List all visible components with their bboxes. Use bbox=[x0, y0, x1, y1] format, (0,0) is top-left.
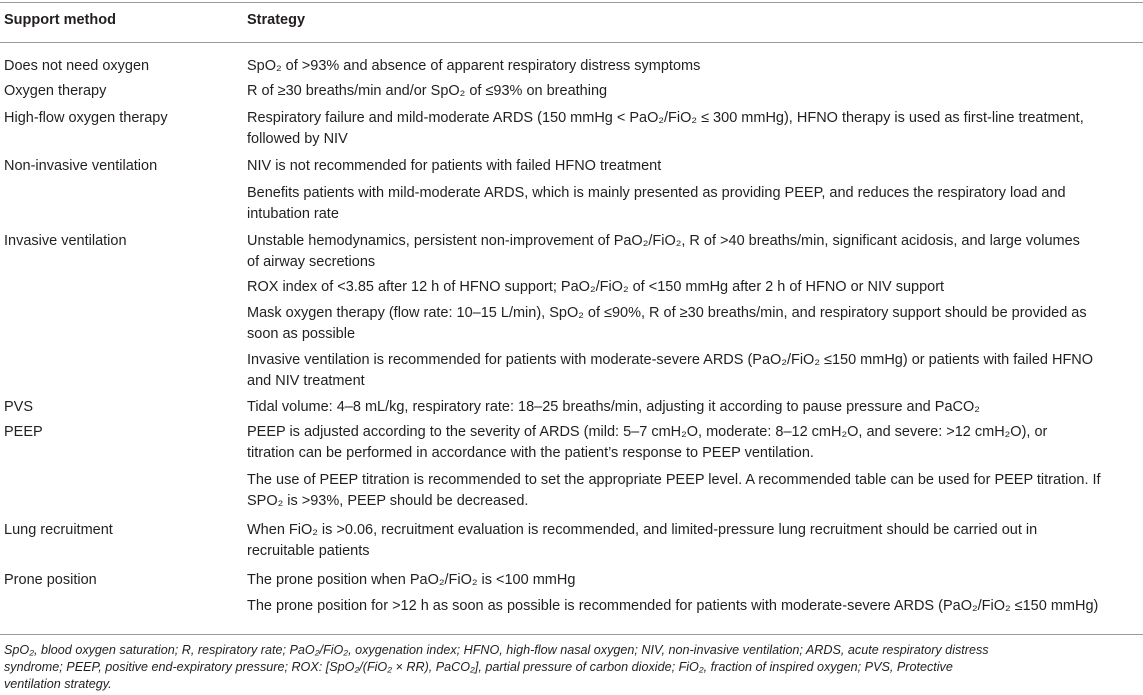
strategy-cell: Unstable hemodynamics, persistent non-improvement of PaO₂/FiO₂, R of >40 breaths/min, significant acidosis, and large volumes of airway secretions bbox=[247, 233, 1080, 270]
strategy-cell: The prone position for >12 h as soon as possible is recommended for patients with moderate-severe ARDS (PaO₂/FiO₂ ≤150 mmHg) bbox=[247, 598, 1099, 614]
method-cell: Prone position bbox=[4, 572, 97, 588]
strategy-cell: PEEP is adjusted according to the severity of ARDS (mild: 5–7 cmH₂O, moderate: 8–12 cmH₂O, and severe: >12 cmH₂O), or titration can be performed in accordance with the patient’s response to PEEP ventilation. bbox=[247, 424, 1048, 461]
method-cell: Oxygen therapy bbox=[4, 83, 107, 99]
header-rule bbox=[0, 42, 1143, 43]
strategy-cell: Respiratory failure and mild-moderate ARDS (150 mmHg < PaO₂/FiO₂ ≤ 300 mmHg), HFNO therapy is used as first-line treatment, followed by NIV bbox=[247, 110, 1084, 147]
strategy-cell: Tidal volume: 4–8 mL/kg, respiratory rate: 18–25 breaths/min, adjusting it according to pause pressure and PaCO₂ bbox=[247, 399, 980, 415]
method-cell: Lung recruitment bbox=[4, 522, 113, 538]
strategy-cell: Invasive ventilation is recommended for patients with moderate-severe ARDS (PaO₂/FiO₂ ≤150 mmHg) or patients with failed HFNO and NIV treatment bbox=[247, 352, 1094, 389]
column-header-method: Support method bbox=[4, 12, 116, 28]
method-cell: Does not need oxygen bbox=[4, 58, 150, 74]
method-cell: PEEP bbox=[4, 424, 43, 440]
method-cell: Non-invasive ventilation bbox=[4, 158, 158, 174]
method-cell: High-flow oxygen therapy bbox=[4, 110, 168, 126]
column-header-strategy: Strategy bbox=[247, 12, 306, 28]
strategy-cell: Mask oxygen therapy (flow rate: 10–15 L/min), SpO₂ of ≤90%, R of ≥30 breaths/min, and respiratory support should be provided as soon as possible bbox=[247, 305, 1087, 342]
strategy-cell: NIV is not recommended for patients with failed HFNO treatment bbox=[247, 158, 662, 174]
strategy-cell: The use of PEEP titration is recommended to set the appropriate PEEP level. A recommended table can be used for PEEP titration. If SPO₂ is >93%, PEEP should be decreased. bbox=[247, 472, 1101, 509]
strategy-cell: ROX index of <3.85 after 12 h of HFNO support; PaO₂/FiO₂ of <150 mmHg after 2 h of HFNO or NIV support bbox=[247, 279, 945, 295]
strategy-cell: When FiO₂ is >0.06, recruitment evaluation is recommended, and limited-pressure lung recruitment should be carried out in recruitable patients bbox=[247, 522, 1038, 559]
strategy-cell: Benefits patients with mild-moderate ARDS, which is mainly presented as providing PEEP, and reduces the respiratory load and intubation rate bbox=[247, 185, 1066, 222]
method-cell: Invasive ventilation bbox=[4, 233, 127, 249]
table-top-rule bbox=[0, 2, 1143, 3]
strategy-cell: R of ≥30 breaths/min and/or SpO₂ of ≤93% on breathing bbox=[247, 83, 608, 99]
strategy-cell: The prone position when PaO₂/FiO₂ is <100 mmHg bbox=[247, 572, 576, 588]
method-cell: PVS bbox=[4, 399, 34, 415]
table-footnote: SpO₂, blood oxygen saturation; R, respiratory rate; PaO₂/FiO₂, oxygenation index; HFNO, high-flow nasal oxygen; NIV, non-invasive ventilation; ARDS, acute respiratory distress syndrome; PEEP, positive end-expiratory pressure; ROX: [SpO₂/(FiO₂ × RR), PaCO₂], partial pressure of carbon dioxide; FiO₂, fraction of inspired oxygen; PVS, Protective ventilation strategy. bbox=[4, 643, 989, 691]
strategy-cell: SpO₂ of >93% and absence of apparent respiratory distress symptoms bbox=[247, 58, 701, 74]
table-bottom-rule bbox=[0, 634, 1143, 635]
